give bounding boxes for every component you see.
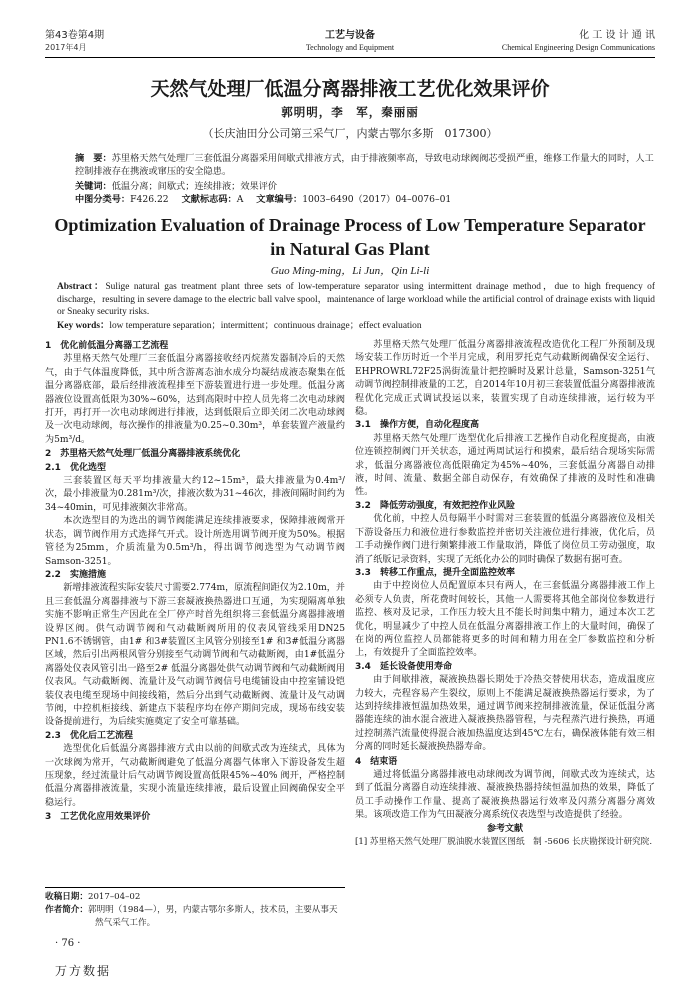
section-heading: 3 工艺优化应用效果评价 <box>45 812 151 823</box>
subsection-heading: 2.1 优化选型 <box>45 462 106 473</box>
journal-name-en: Chemical Engineering Design Communications <box>501 43 655 52</box>
abstract-cn <box>75 152 655 178</box>
subsection-heading: 3.3 转移工作重点，提升全面监控效率 <box>355 567 515 578</box>
subsection-heading: 3.1 操作方便，自动化程度高 <box>355 420 479 431</box>
reference-item: [1] 苏里格天然气处理厂脱油脱水装置区图纸 制 -5606 长庆勘探设计研究院. <box>355 837 653 848</box>
subsection-heading: 3.4 延长设备使用寿命 <box>355 661 452 672</box>
received-label: 收稿日期： <box>45 892 88 902</box>
references-heading: 参考文献 <box>486 823 523 834</box>
paragraph: 苏里格天然气处理厂选型优化后排液工艺操作自动化程度提高，由液位连锁控制阀门开关状态，通过两周试运行和摸索，最后结合现场实际需求，低温分离器液位高低限确定为45%~40%，三套低温分离器自动排液，时间、流量、数据全部自动保存，有效确保了排液的及时性和准确性。 <box>355 433 655 498</box>
section-heading: 2 苏里格天然气处理厂低温分离器排液系统优化 <box>45 449 241 460</box>
title-cn: 天然气处理厂低温分离器排液工艺优化效果评价 <box>150 78 550 100</box>
journal-name-cn: 化 工 设 计 通 讯 <box>579 30 655 41</box>
abstract-cn-label: 摘 要： <box>75 153 112 164</box>
subsection-heading: 3.2 降低劳动强度，有效把控作业风险 <box>355 500 515 511</box>
affiliation-cn: （长庆油田分公司第三采气厂，内蒙古鄂尔多斯 017300） <box>202 127 498 140</box>
article-no-value: 1003–6490（2017）04–0076–01 <box>302 194 452 205</box>
paragraph: 苏里格天然气处理厂低温分离器排液流程改造优化工程厂外预制及现场安装工作历时近一个半月完成，利用罗托克气动截断阀确保安全运行、EHPROWRL72F25涡街流量计把控瞬时及累计总量，Samson-3251气动调节阀控制排液量的工艺，自2014年10月初三套装置低温分离器排液流程优化完成正式调试投运以来，装置实现了自动连续排液，运行较为平稳。 <box>355 340 655 418</box>
abstract-en <box>57 281 655 319</box>
keywords-cn-text: 低温分离；间歇式；连续排液；效果评价 <box>111 181 278 192</box>
keywords-cn-label: 关键词： <box>75 181 112 192</box>
subsection-heading: 2.2 实施措施 <box>45 569 106 580</box>
paragraph: 由于间歇排液，凝液换热器长期处于冷热交替使用状态，造成温度应力较大，壳程容易产生裂纹，原则上不能满足凝液换热器运行要求，为了达到持续排液恒温加热效果，通过调节阀来控制排液流量，保证低温分离器能连续的油水混合液进入凝液换热器管程，与壳程蒸汽进行换热，再通过控制蒸汽流量使得混合液加热温度达到45℃左右，确保液体能有效三相分离的同时延长凝液换热器寿命。 <box>355 675 655 753</box>
section-heading: 1 优化前低温分离器工艺流程 <box>45 341 169 351</box>
paragraph: 苏里格天然气处理厂三套低温分离器接收经丙烷蒸发器制冷后的天然气，由于气体温度降低，其中所含游离态油水成分均凝结成液态聚集在低温分离器底部，最后经排液流程排至下游装置进行进一步处理。低温分离器液位设置高低限为30%~60%，达到高限时中控人员先将二次电动球阀打开，再打开一次电动球阀进行排液，达到低限后立即关闭二次电动球阀及一次电动球阀，每次操作的排液量为0.25~0.30m³，单套装置产液量约为5m³/d。 <box>45 354 345 445</box>
journal-name <box>502 30 655 54</box>
header-rule <box>45 57 655 58</box>
footnote-rule <box>45 887 345 888</box>
section-name <box>250 30 450 54</box>
abstract-en-label: Abstract： <box>57 282 106 292</box>
left-column <box>45 339 345 825</box>
paragraph: 通过将低温分离器排液电动球阀改为调节阀，间歇式改为连续式，达到了低温分离器自动连续排液、凝液换热器持续恒温加热的效果，降低了员工手动操作工作量、提高了凝液换热器运行效率及闪蒸分离器分离效果。该项改造工作为气田凝液分离系统仪表选型与改造提供了经验。 <box>355 770 655 821</box>
authors-cn: 郭明明，李 军，秦丽丽 <box>281 105 419 119</box>
keywords-cn <box>75 180 655 193</box>
title-en: Optimization Evaluation of Drainage Process of Low Temperature Separator in Natural Gas Plant <box>54 215 646 259</box>
clc-label: 中图分类号： <box>75 194 131 205</box>
paragraph: 优化前，中控人员每隔半小时需对三套装置的低温分离器液位及相关下游设备压力和液位进行参数监控并密切关注液位进行排液，优化后，员工手动操作阀门进行频繁排液工作量取消，降低了岗位员工劳动强度，取消了纸版记录资料，实现了无纸化办公的同时确保了数据有据可查。 <box>355 514 655 565</box>
clc-value: F426.22 <box>130 194 169 205</box>
paragraph: 选型优化后低温分离器排液方式由以前的间歇式改为连续式，具体为一次球阀为常开，气动截断阀避免了低温分离器气体窜入下游设备发生超压现象，经过流量计后气动调节阀设置高低限45%~40% 阀开，严格控制低温分离器排液流量，实现小流量连续排液，最后设置止回阀确保安全平稳运行。 <box>45 744 345 808</box>
section-en: Technology and Equipment <box>305 43 395 52</box>
paragraph: 本次选型目的为选出的调节阀能满足连续排液要求，保障排液阀常开状态，调节阀作用方式选择气开式。设计所选用调节阀开度为50%。根据管径为25mm，介质流量为0.5m³/h，得出调节阀选型为气动调节阀Samson-3251。 <box>45 516 345 567</box>
received-value: 2017–04–02 <box>87 892 141 902</box>
abstract-en-text: Sulige natural gas treatment plant three sets of low-temperature separator using intermittent drainage method，due to high frequency of discharge，resulting in severe damage to the electric ball valve spool，maintenance of large workload while the artificial control of drainage exists with liquid or Sneaky security risks. <box>57 282 655 317</box>
paragraph: 三套装置区每天平均排液量大约12~15m³，最大排液量为0.4m³/次，最小排液量为0.281m³/次，排液次数为31~46次，排液间隔时间约为34~40min，可见排液频次非常高。 <box>45 476 345 513</box>
keywords-en-label: Key words： <box>57 321 110 331</box>
abstract-cn-text: 苏里格天然气处理厂三套低温分离器采用间歇式排液方式，由于排液频率高，导致电动球阀阀芯受损严重，维修工作量大的同时，人工控制排液存在携液或窜压的安全隐患。 <box>75 153 654 177</box>
journal-date: 2017年4月 <box>45 43 87 52</box>
journal-volume <box>45 30 104 54</box>
keywords-en-text: low temperature separation；intermittent；continuous drainage；effect evaluation <box>109 321 422 331</box>
author-bio <box>45 904 345 930</box>
classification-line <box>75 193 655 206</box>
section-cn: 工艺与设备 <box>325 30 375 41</box>
paragraph: 新增排液流程实际安装尺寸需要2.774m，原流程间距仅为2.10m，并且三套低温分离器排液与下游三套凝液换热器进口互通，为实现隔离单独实施不影响正常生产因此在全厂停产时首先组织将三套低温分离器排液增设界区阀。供气动调节阀和气动截断阀所用的仪表风管线采用DN25 PN1.6不锈钢管，由1# 和3#装置区主风管分别接至1# 和3#低温分离器区域，然后引出两根风管分别接至气动调节阀和气动截断阀，由1#低温分离器处仪表风管引出一路至2# 低温分离器处供气动调节阀和气动截断阀用仪表风。气动截断阀、流量计及气动调节阀信号电缆铺设由中控室铺设铠装仪表电缆至现场中间接线箱，然后分出到气动截断阀、流量计及气动调节阀，中控机柜接线、新建点下装程序均在停产期间完成，现场布线安装设备提前进行，为后续实施奠定了安全可靠基础。 <box>45 583 345 728</box>
article-no-label: 文章编号： <box>256 194 303 205</box>
paragraph: 由于中控岗位人员配置原本只有两人，在三套低温分离器排液工作上必须专人负责，所花费时间较长，其他一人需要将其他全部岗位参数进行监控、核对及记录，工作压力较大且不能长时间集中精力，通过本次工艺优化，明显减少了中控人员在低温分离器排液工作上的大量时间，确保了在岗的两位监控人员都能将更多的时间和精力用在全厂参数监控和分析上，有效提升了全面监控效率。 <box>355 581 655 659</box>
authors-en: Guo Ming-ming，Li Jun，Qin Li-li <box>270 265 430 277</box>
watermark-text: 万方数据 <box>55 964 112 978</box>
footnote <box>45 891 345 930</box>
section-heading: 4 结束语 <box>355 756 398 767</box>
subsection-heading: 2.3 优化后工艺流程 <box>45 730 133 741</box>
received-date <box>45 891 345 904</box>
page-number: · 76 · <box>55 938 81 949</box>
author-bio-text: 郭明明（1984—），男，内蒙古鄂尔多斯人，技术员，主要从事天然气采气工作。 <box>87 905 338 928</box>
journal-issue: 第43卷第4期 <box>45 30 105 41</box>
author-bio-label: 作者简介： <box>45 905 88 915</box>
doc-code-label: 文献标志码： <box>181 194 237 205</box>
doc-code-value: A <box>236 194 244 205</box>
right-column <box>355 339 655 849</box>
keywords-en <box>57 320 655 333</box>
